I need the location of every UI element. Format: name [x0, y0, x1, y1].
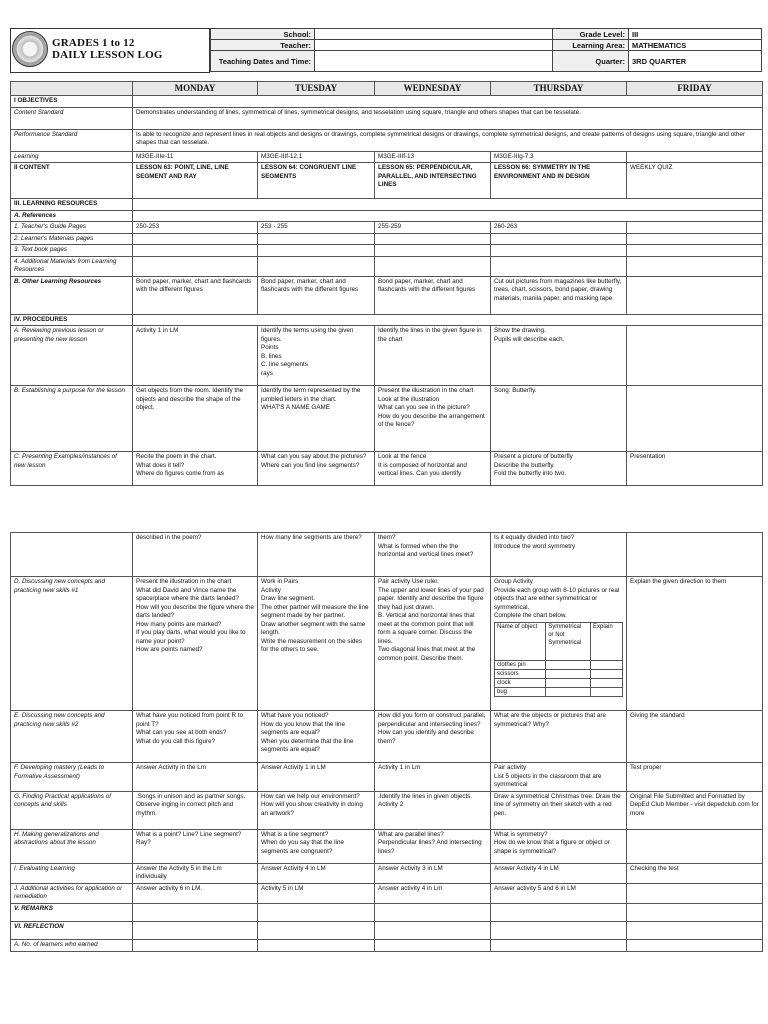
section-fill — [133, 96, 763, 108]
cell-text: Answer activity 4 in Lm — [378, 884, 443, 892]
cell-friday — [627, 256, 763, 276]
cell-text: LESSON 66: SYMMETRY IN THE ENVIRONMENT AND IN DESIGN — [494, 164, 591, 180]
cell-wednesday — [375, 233, 491, 245]
cell-text: What are the objects or pictures that are symmetrical? Why? — [494, 712, 607, 728]
cell-text: Pair activity List 5 objects in the classroom that are symmetrical — [494, 764, 602, 788]
symmetry-chart-header-cell: Name of object — [495, 622, 546, 660]
cell-thursday — [491, 452, 627, 486]
cell-text: Giving the standard — [630, 712, 685, 719]
cell-tuesday — [258, 386, 375, 452]
cell-text: Present the illustration in the chart Look at the illustration What can you see in the picture? How do you describe the arrangement of the fence? — [378, 387, 485, 428]
cell-tuesday — [258, 903, 375, 921]
cell-text: Draw a symmetrical Christmas tree. Draw the line of symmetry on their sketch with a red pen. — [494, 792, 621, 817]
symmetry-chart-row — [495, 660, 623, 669]
cell-friday — [627, 533, 763, 577]
cell-wednesday — [375, 711, 491, 763]
table-row — [11, 533, 763, 577]
table-row — [11, 386, 763, 452]
cell-monday — [133, 903, 258, 921]
cell-tuesday — [258, 326, 375, 386]
cell-tuesday — [258, 883, 375, 903]
symmetry-chart-blank — [590, 687, 622, 696]
row-label: I OBJECTIVES — [11, 96, 133, 108]
row-label: A. References — [11, 210, 133, 222]
row-label: E. Discussing new concepts and practicing new skills #2 — [11, 711, 133, 763]
cell-monday — [133, 386, 258, 452]
cell-friday — [627, 245, 763, 257]
cell-thursday — [491, 577, 627, 711]
cell-wednesday — [375, 452, 491, 486]
cell-friday — [627, 151, 763, 163]
merged-cell: Is able to recognize and represent lines in real objects and designs or drawings, complete symmetrical designs or drawings, complete symmetrical designs, and create patterns of designs using square, triangle and other shapes that can tesselate. — [133, 129, 763, 151]
cell-monday — [133, 533, 258, 577]
cell-wednesday — [375, 256, 491, 276]
cell-text: Work in Pairs Activity Draw line segment. The other partner will measure the line segment made by her partner. Draw another segment with the same length. Write the measurement on the sides for the others to see. — [261, 578, 369, 653]
cell-friday — [627, 326, 763, 386]
row-label: G. Finding Practical applications of concepts and skills — [11, 791, 133, 829]
cell-monday — [133, 883, 258, 903]
table-row — [11, 903, 763, 921]
row-label: J. Additional activities for application or remediation — [11, 883, 133, 903]
cell-friday — [627, 452, 763, 486]
cell-thursday — [491, 829, 627, 863]
section-fill — [133, 314, 763, 326]
cell-text: Song: Butterfly. — [494, 387, 537, 394]
cell-thursday — [491, 939, 627, 951]
symmetry-chart-header — [495, 622, 623, 660]
cell-friday — [627, 829, 763, 863]
symmetry-chart-object: scissors — [495, 669, 546, 678]
cell-friday — [627, 863, 763, 883]
cell-wednesday — [375, 151, 491, 163]
symmetry-chart — [494, 622, 623, 697]
dates-label: Teaching Dates and Time: — [211, 51, 315, 72]
cell-text: Answer Activity in the Lm — [136, 764, 206, 771]
day-header-thursday: THURSDAY — [491, 82, 627, 96]
cell-monday — [133, 276, 258, 314]
cell-text: How can we help our environment? How will you show creativity in doing an artwork? — [261, 792, 363, 817]
cell-wednesday — [375, 222, 491, 234]
cell-text: LESSON 65: PERPENDICULAR, PARALLEL, AND INTERSECTING LINES — [378, 164, 477, 188]
table-row — [11, 863, 763, 883]
table-row — [11, 245, 763, 257]
cell-text: 253 - 255 — [261, 223, 288, 230]
cell-text: Present the illustration in the chart What did David and Vince name the space/place where the darts landed? How will you describe the figure where the darts landed? How many points are marked? If you play darts, what would you like to name your point? How are points named? — [136, 578, 254, 653]
header — [10, 28, 762, 73]
row-label: 3. Text book pages — [11, 245, 133, 257]
symmetry-chart-object: clothes pin — [495, 660, 546, 669]
cell-tuesday — [258, 245, 375, 257]
table-row — [11, 129, 763, 151]
cell-thursday — [491, 222, 627, 234]
row-label: V. REMARKS — [11, 903, 133, 921]
cell-text: Bond paper, marker, chart and flashcards with the different figures — [378, 277, 476, 293]
symmetry-chart-row — [495, 669, 623, 678]
cell-text: Identify the terms using the given figures. Points B. lines C. line segments rays — [261, 327, 354, 377]
row-label: Content Standard — [11, 107, 133, 129]
cell-tuesday — [258, 256, 375, 276]
row-label: III. LEARNING RESOURCES — [11, 199, 133, 211]
day-header-tuesday: TUESDAY — [258, 82, 375, 96]
cell-tuesday — [258, 921, 375, 939]
cell-monday — [133, 452, 258, 486]
cell-monday — [133, 829, 258, 863]
cell-text: LESSON 63: POINT, LINE, LINE SEGMENT AND RAY — [136, 164, 229, 180]
cell-text: WEEKLY QUIZ — [630, 164, 673, 171]
cell-monday — [133, 921, 258, 939]
table-row — [11, 829, 763, 863]
cell-thursday — [491, 903, 627, 921]
cell-monday — [133, 233, 258, 245]
table-row — [11, 314, 763, 326]
symmetry-chart-row — [495, 687, 623, 696]
cell-text: What have you noticed? How do you know that the line segments are equal? When you determine that the line segments are equal? — [261, 712, 354, 753]
row-label: VI. REFLECTION — [11, 921, 133, 939]
cell-text: M3GE-IIIf-13 — [378, 152, 415, 160]
cell-tuesday — [258, 233, 375, 245]
cell-text: Is it equally divided into two? Introduce the word symmetry — [494, 534, 576, 550]
cell-text: M3GE-IIIg-7.3 — [494, 152, 534, 160]
cell-wednesday — [375, 577, 491, 711]
cell-text: Look at the fence It is composed of horizontal and vertical lines. Can you identify — [378, 453, 467, 477]
row-label: A. No. of learners who earned — [11, 939, 133, 951]
table-row — [11, 107, 763, 129]
cell-wednesday — [375, 939, 491, 951]
header-meta-table — [210, 28, 762, 72]
teacher-label: Teacher: — [211, 40, 315, 51]
cell-thursday — [491, 386, 627, 452]
cell-text: Activity 5 in LM — [261, 884, 304, 892]
cell-text: Test proper — [630, 764, 662, 771]
cell-thursday — [491, 863, 627, 883]
symmetry-chart-blank — [546, 678, 591, 687]
row-label: B. Establishing a purpose for the lesson — [11, 386, 133, 452]
teacher-value — [315, 40, 553, 51]
row-label: A. Reviewing previous lesson or presenting the new lesson — [11, 326, 133, 386]
cell-tuesday — [258, 863, 375, 883]
cell-tuesday — [258, 829, 375, 863]
cell-thursday — [491, 256, 627, 276]
cell-wednesday — [375, 863, 491, 883]
cell-tuesday — [258, 452, 375, 486]
row-label: D. Discussing new concepts and practicing new skills #1 — [11, 577, 133, 711]
cell-text: Identify the lines in the given figure in the chart — [378, 327, 482, 343]
table-row — [11, 939, 763, 951]
cell-thursday — [491, 711, 627, 763]
cell-thursday — [491, 533, 627, 577]
title-box — [10, 28, 210, 73]
row-label: IV. PROCEDURES — [11, 314, 133, 326]
cell-thursday — [491, 163, 627, 199]
cell-text: LESSON 64: CONGRUENT LINE SEGMENTS — [261, 164, 357, 180]
cell-text: Cut out pictures from magazines like butterfly, trees, chart, scissors, bond paper, drawing materials, manila paper, and masking tape — [494, 277, 622, 302]
lesson-table-page-2 — [10, 532, 763, 952]
day-header-friday: FRIDAY — [627, 82, 763, 96]
cell-monday — [133, 245, 258, 257]
cell-text: Original File Submitted and Formatted by DepEd Club Member - visit depedclub.com for more — [630, 792, 759, 817]
row-label: C. Presenting Examples/instances of new lesson — [11, 452, 133, 486]
cell-text: Activity 1 in Lm — [378, 764, 421, 771]
cell-tuesday — [258, 222, 375, 234]
cell-thursday — [491, 326, 627, 386]
days-header-row — [11, 82, 763, 96]
symmetry-chart-blank — [590, 678, 622, 687]
cell-wednesday — [375, 326, 491, 386]
lesson-table-page-1 — [10, 81, 763, 486]
grade-level-value: III — [629, 29, 762, 40]
table-row — [11, 210, 763, 222]
cell-text: Pair activity Use ruler. The upper and lower lines of your pad paper. Identify and describe the figure they had just drawn. B. Vertical and horizontal lines that meet at the common point that will form a square corner. Discuss the lines. Two diagonal lines that meet at the common point. Describe them. — [378, 578, 484, 662]
cell-wednesday — [375, 921, 491, 939]
cell-friday — [627, 222, 763, 234]
cell-wednesday — [375, 163, 491, 199]
learning-area-label: Learning Area: — [553, 40, 629, 51]
cell-tuesday — [258, 163, 375, 199]
cell-text: Answer Activity 3 in LM — [378, 864, 443, 872]
symmetry-chart-row — [495, 678, 623, 687]
symmetry-chart-object: bug — [495, 687, 546, 696]
cell-thursday — [491, 791, 627, 829]
section-fill — [133, 210, 763, 222]
symmetry-chart-blank — [546, 660, 591, 669]
cell-monday — [133, 151, 258, 163]
school-label: School: — [211, 29, 315, 40]
cell-text: Presentation — [630, 453, 666, 460]
cell-monday — [133, 577, 258, 711]
cell-monday — [133, 222, 258, 234]
row-label: B. Other Learning Resources — [11, 276, 133, 314]
cell-tuesday — [258, 763, 375, 792]
symmetry-chart-object: clock — [495, 678, 546, 687]
table-row — [11, 233, 763, 245]
cell-text: 255-259 — [378, 223, 402, 230]
symmetry-chart-blank — [590, 660, 622, 669]
cell-text: them? What is formed when the the horizontal and vertical lines meet? — [378, 534, 474, 558]
cell-text: 260-263 — [494, 223, 518, 230]
cell-text: Activity 1 in LM — [136, 327, 179, 334]
cell-tuesday — [258, 151, 375, 163]
table-row — [11, 326, 763, 386]
table-row — [11, 151, 763, 163]
row-label: I. Evaluating Learning — [11, 863, 133, 883]
symmetry-chart-blank — [546, 669, 591, 678]
cell-thursday — [491, 245, 627, 257]
row-label: 4. Additional Materials from Learning Resources — [11, 256, 133, 276]
grade-level-label: Grade Level: — [553, 29, 629, 40]
learning-area-value: MATHEMATICS — [629, 40, 762, 51]
cell-text: M3GE-IIIe-11 — [136, 152, 174, 160]
cell-friday — [627, 577, 763, 711]
cell-text: .Identify the lines in given objects. Activity 2 — [378, 792, 473, 808]
cell-wednesday — [375, 903, 491, 921]
cell-text: .Songs in unison and as partner songs. Observe inging in correct pitch and rhythm. — [136, 792, 246, 817]
cell-text: Bond paper, marker, chart and flashcards with the different figures — [136, 277, 252, 293]
cell-monday — [133, 939, 258, 951]
cell-friday — [627, 883, 763, 903]
cell-wednesday — [375, 791, 491, 829]
table-row — [11, 883, 763, 903]
symmetry-chart-blank — [546, 687, 591, 696]
cell-friday — [627, 163, 763, 199]
row-label: Performance Standard — [11, 129, 133, 151]
cell-monday — [133, 256, 258, 276]
cell-friday — [627, 711, 763, 763]
table-row — [11, 222, 763, 234]
table-row — [11, 163, 763, 199]
cell-text: 250-253 — [136, 223, 160, 230]
cell-text: Answer activity 6 in LM. — [136, 884, 203, 892]
cell-text: Explain the given direction to them — [630, 578, 727, 585]
symmetry-chart-blank — [590, 669, 622, 678]
cell-text: What can you say about the pictures? Where can you find line segments? — [261, 453, 367, 469]
cell-friday — [627, 763, 763, 792]
title-line-1: GRADES 1 to 12 — [52, 37, 135, 49]
cell-text: What is a line segment? When do you say that the line segments are congruent? — [261, 830, 344, 855]
cell-text: Get objects from the room. Identify the objects and describe the shape of the object. — [136, 387, 244, 411]
cell-text: Recite the poem in the chart. What does it tell? Where do figures come from as — [136, 453, 224, 477]
cell-thursday — [491, 883, 627, 903]
table-row — [11, 577, 763, 711]
cell-text: Present a picture of butterfly Describe the butterfly. Fold the butterfly into two. — [494, 453, 573, 477]
cell-text: Checking the test — [630, 864, 679, 872]
cell-text: described in the poem? — [136, 534, 202, 541]
table-row — [11, 763, 763, 792]
table-row — [11, 199, 763, 211]
day-header-wednesday: WEDNESDAY — [375, 82, 491, 96]
row-label: H. Making generalizations and abstractions about the lesson — [11, 829, 133, 863]
cell-text: Identify the term represented by the jumbled letters in the chart. WHAT'S A NAME GAME — [261, 387, 361, 411]
row-label: 2. Learner's Materials pages — [11, 233, 133, 245]
cell-wednesday — [375, 276, 491, 314]
cell-thursday — [491, 276, 627, 314]
cell-thursday — [491, 233, 627, 245]
section-fill — [133, 199, 763, 211]
table-row — [11, 921, 763, 939]
cell-text: M3GE-IIIf-12.1 — [261, 152, 303, 160]
cell-text: What are parallel lines? Perpendicular lines? And intersecting lines? — [378, 830, 482, 855]
cell-text: How did you form or construct parallel, perpendicular and intersecting lines? How can you identify and describe them? — [378, 712, 486, 745]
cell-tuesday — [258, 711, 375, 763]
cell-wednesday — [375, 533, 491, 577]
cell-friday — [627, 386, 763, 452]
cell-wednesday — [375, 386, 491, 452]
cell-friday — [627, 276, 763, 314]
row-label — [11, 533, 133, 577]
cell-text: Show the drawing. Pupils will describe each. — [494, 327, 565, 343]
cell-text: How many line segments are there? — [261, 534, 362, 541]
cell-friday — [627, 791, 763, 829]
merged-cell: Demonstrates understanding of lines, symmetrical of lines, symmetrical designs, and tesselation using square, triangle and others shapes that can be tesselate. — [133, 107, 763, 129]
cell-tuesday — [258, 533, 375, 577]
cell-tuesday — [258, 276, 375, 314]
cell-friday — [627, 939, 763, 951]
cell-monday — [133, 763, 258, 792]
row-label: Learning — [11, 151, 133, 163]
row-label: II CONTENT — [11, 163, 133, 199]
symmetry-chart-header-cell: Symmetrical or Not Symmetrical — [546, 622, 591, 660]
row-label: 1. Teacher's Guide Pages — [11, 222, 133, 234]
school-value — [315, 29, 553, 40]
title-line-2: DAILY LESSON LOG — [52, 49, 163, 61]
table-row — [11, 711, 763, 763]
corner-cell — [11, 82, 133, 96]
quarter-value: 3RD QUARTER — [629, 51, 762, 72]
cell-friday — [627, 921, 763, 939]
cell-monday — [133, 863, 258, 883]
table-row — [11, 276, 763, 314]
table-row — [11, 452, 763, 486]
cell-text: Answer Activity 4 in LM — [494, 864, 559, 872]
table-row — [11, 96, 763, 108]
dates-value — [315, 51, 553, 72]
row-label: F. Developing mastery (Leads to Formative Assessment) — [11, 763, 133, 792]
cell-friday — [627, 233, 763, 245]
cell-tuesday — [258, 577, 375, 711]
table-row — [11, 791, 763, 829]
table-row — [11, 256, 763, 276]
cell-monday — [133, 711, 258, 763]
cell-wednesday — [375, 245, 491, 257]
cell-thursday — [491, 151, 627, 163]
cell-tuesday — [258, 939, 375, 951]
symmetry-chart-header-cell: Explain — [590, 622, 622, 660]
cell-wednesday — [375, 883, 491, 903]
cell-text: Group Activity Provide each group with 8-10 pictures or real objects that are either symmetrical or symmetrical. Complete the chart below. — [494, 578, 620, 619]
quarter-label: Quarter: — [553, 51, 629, 72]
cell-text: Answer the Activity 5 in the Lm individually — [136, 864, 222, 880]
cell-thursday — [491, 921, 627, 939]
cell-text: What is symmetry? How do we know that a figure or object or shape is symmetrical? — [494, 830, 610, 855]
cell-text: Answer activity 5 and 6 in LM — [494, 884, 576, 892]
cell-monday — [133, 163, 258, 199]
cell-monday — [133, 326, 258, 386]
cell-wednesday — [375, 763, 491, 792]
cell-text: Answer Activity 1 in LM — [261, 764, 326, 771]
cell-friday — [627, 903, 763, 921]
cell-tuesday — [258, 791, 375, 829]
cell-thursday — [491, 763, 627, 792]
cell-text: What have you noticed from point R to point T? What can you see at both ends? What do you call this figure? — [136, 712, 244, 745]
day-header-monday: MONDAY — [133, 82, 258, 96]
cell-text: Bond paper, marker, chart and flashcards with the different figures — [261, 277, 359, 293]
cell-text: Answer Activity 4 in LM — [261, 864, 326, 872]
cell-monday — [133, 791, 258, 829]
cell-wednesday — [375, 829, 491, 863]
cell-text: What is a point? Line? Line segment? Ray? — [136, 830, 242, 846]
